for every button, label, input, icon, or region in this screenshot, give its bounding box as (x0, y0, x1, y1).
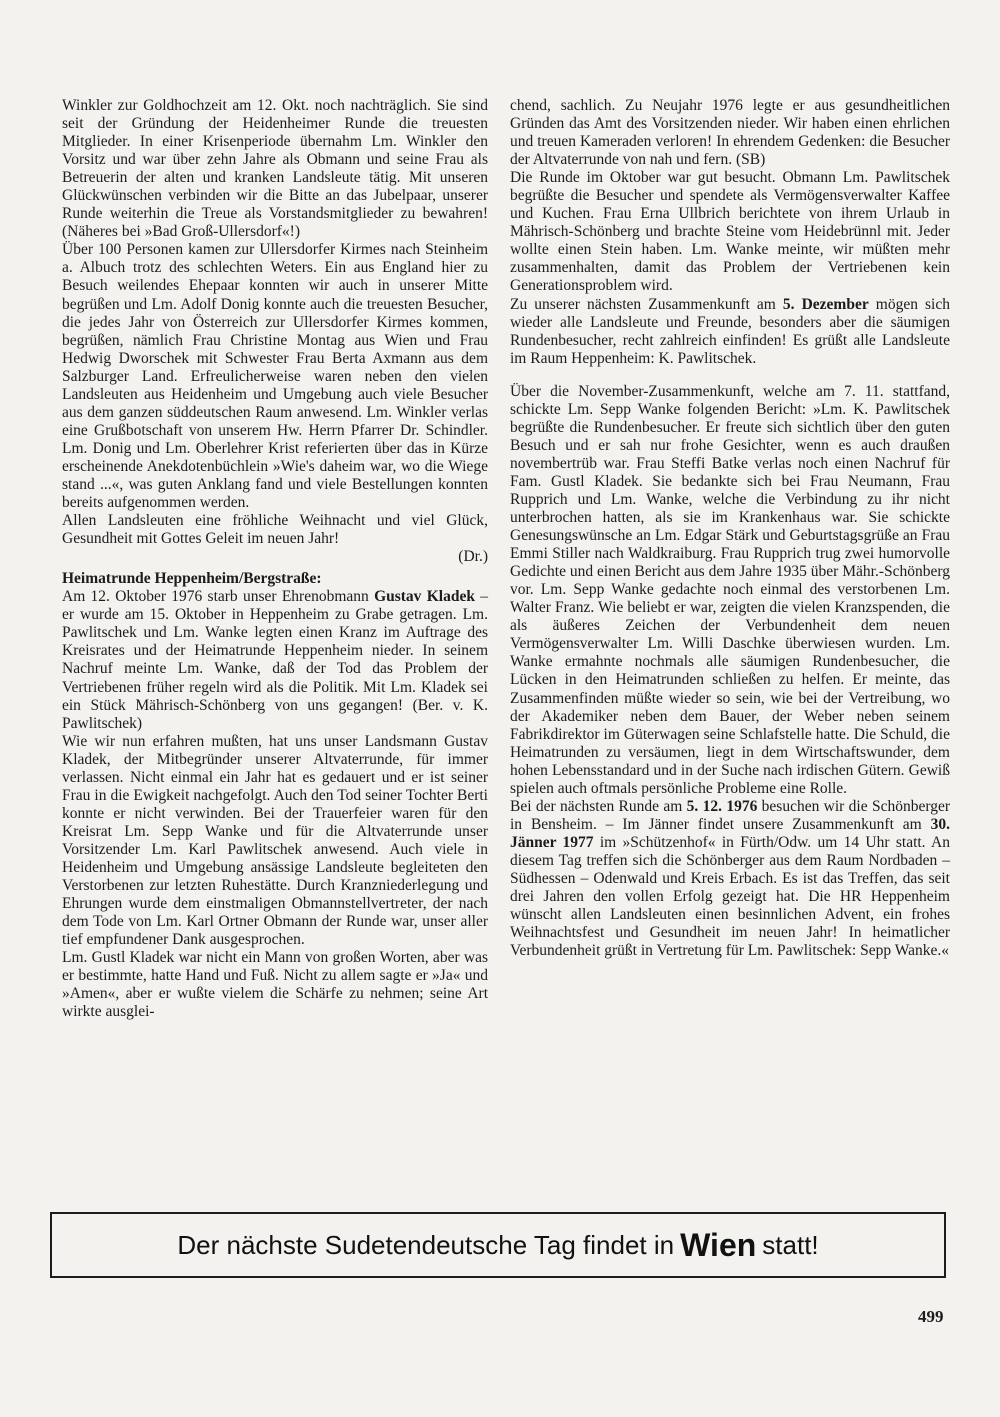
announcement-text: Der nächste Sudetendeutsche Tag findet in (177, 1229, 675, 1260)
announcement-highlight: Wien (680, 1226, 757, 1263)
paragraph-november-bericht: Über die November-Zusammenkunft, welche am 7. 11. stattfand, schickte Lm. Sepp Wanke folgenden Bericht: »Lm. K. Pawlitschek begrüßte die Rundenbesucher. Er freute sich sichtlich über den guten Besuch und er sah nur frohe Gesichter, wenn es auch draußen novembertrüb war. Frau Steffi Batke verlas noch einen Nachruf für Fam. Gustl Kladek. Sie bedankte sich bei Frau Neumann, Frau Rupprich und Lm. Wanke, welche die Verbindung zu ihr nicht unterbrochen hatten, als sie im Krankenhaus war. Sie schickte Genesungswünsche an Lm. Edgar Stärk und Geburtstagsgrüße an Frau Emmi Stiller nach Waldkraiburg. Frau Rupprich trug zwei humorvolle Gedichte und einen Bericht aus dem Jahre 1935 über Mähr.-Schönberg vor. Lm. Sepp Wanke gedachte noch einmal des verstorbenen Lm. Walter Franz. Wie beliebt er war, zeigten die vielen Kranzspenden, die als äußeres Zeichen der Verbundenheit dem neuen Vermögensverwalter Lm. Willi Daschke überwiesen wurden. Lm. Wanke ermahnte nochmals alle säumigen Rundenbesucher, die Lücken in den Heimatrunden schließen zu helfen. Er meinte, das Zusammenfinden müßte wieder so sein, wie bei der Vertreibung, wo der Akademiker neben dem Bauer, der Weber neben seinem Fabrikdirektor im Güterwagen seine Schlafstelle hatte. Die Schuld, die Heimatrunden zu versäumen, liegt in dem Wirtschaftswunder, dem hohen Lebensstandard und in der Suche nach irdischen Gütern. Gewiß spielen auch oftmals persönliche Probleme eine Rolle. (510, 382, 950, 797)
paragraph-weihnachtsgruss: Allen Landsleuten eine fröhliche Weihnacht und viel Glück, Gesundheit mit Gottes Geleit im neuen Jahr! (62, 512, 488, 548)
paragraph-naechste-zusammenkunft: Zu unserer nächsten Zusammenkunft am 5. Dezember mögen sich wieder alle Landsleute und Freunde, besonders aber die säumigen Rundenbesucher, recht zahlreich einfinden! Es grüßt alle Landsleute im Raum Heppenheim: K. Pawlitschek. (510, 295, 950, 367)
announcement-text-end: statt! (762, 1229, 819, 1260)
left-column (62, 97, 488, 1021)
date-bold: 5. 12. 1976 (686, 797, 758, 815)
date-bold: 5. Dezember (782, 295, 869, 313)
name-bold: Gustav Kladek (374, 588, 475, 606)
page-number: 499 (918, 1307, 944, 1326)
author-signature: (Dr.) (458, 548, 488, 566)
announcement-box (50, 1212, 946, 1278)
paragraph-kladek-tod: Wie wir nun erfahren mußten, hat uns unser Landsmann Gustav Kladek, der Mitbegründer unserer Altvaterrunde, für immer verlassen. Nicht einmal ein Jahr hat es gedauert und er ist seiner Frau in die Ewigkeit nachgefolgt. Auch den Tod seiner Tochter Berti konnte er nicht verwinden. Bei der Trauerfeier waren für den Kreisrat Lm. Sepp Wanke und für die Altvaterrunde unser Vorsitzender Lm. Karl Pawlitschek anwesend. Auch viele in Heidenheim und Umgebung ansässige Landsleute begleiteten den Verstorbenen zur letzten Ruhestätte. Durch Kranzniederlegung und Ehrungen wurde dem einstmaligen Obmannstellvertreter, der nach dem Tode von Lm. Karl Ortner Obmann der Runde war, unser aller tief empfundener Dank ausgesprochen. (62, 732, 488, 949)
paragraph-termine: Bei der nächsten Runde am 5. 12. 1976 besuchen wir die Schönberger in Bensheim. – Im Jänner findet unsere Zusammenkunft am 30. Jänner 1977 im »Schützenhof« in Fürth/Odw. um 14 Uhr statt. An diesem Tag treffen sich die Schönberger aus dem Raum Nordbaden – Südhessen – Odenwald und Kreis Erbach. Es ist das Treffen, das seit drei Jahren den vollen Erfolg gezeigt hat. Die HR Heppenheim wünscht allen Landsleuten einen besinnlichen Advent, ein frohes Weihnachtsfest und Gesundheit im neuen Jahr! In heimatlicher Verbundenheit grüßt in Vertretung für Lm. Pawlitschek: Sepp Wanke.« (510, 797, 951, 960)
paragraph-goldhochzeit: Winkler zur Goldhochzeit am 12. Okt. noch nachträglich. Sie sind seit der Gründung der Heidenheimer Runde die treuesten Mitglieder. In einer Krisenperiode übernahm Lm. Winkler den Vorsitz und war über zehn Jahre als Obmann und seine Frau als Betreuerin der alten und kranken Landsleute tätig. Mit unseren Glückwünschen verbinden wir die Bitte an das Jubelpaar, unserer Runde weiterhin die Treue als Vorstandsmitglieder zu bewahren! (Näheres bei »Bad Groß-Ullersdorf«!) (62, 97, 488, 241)
paragraph-oktober-runde: Die Runde im Oktober war gut besucht. Obmann Lm. Pawlitschek begrüßte die Besucher und spendete als Vermögensverwalter Kaffee und Kuchen. Frau Erna Ullbrich berichtete von ihrem Urlaub in Mährisch-Schönberg und brachte Steine vom Heidebrünnl mit. Jeder wollte einen Stein haben. Lm. Wanke meinte, wir müßten mehr zusammenhalten, damit das Problem der Vertriebenen kein Generationsproblem wird. (510, 169, 950, 295)
date-bold: 30. Jänner 1977 (510, 815, 950, 851)
section-heading-heppenheim: Heimatrunde Heppenheim/Bergstraße: (62, 570, 322, 588)
paragraph-nachruf: Am 12. Oktober 1976 starb unser Ehrenobmann Gustav Kladek – er wurde am 15. Oktober in Heppenheim zu Grabe getragen. Lm. Pawlitschek und Lm. Wanke legten einen Kranz im Auftrage des Kreisrates und der Heimatrunde Heppenheim nieder. In seinem Nachruf meinte Lm. Wanke, daß der Tod das Problem der Vertriebenen früher regeln wird als die Politik. Mit Lm. Kladek sei ein Stück Mährisch-Schönberg von uns gegangen! (Ber. v. K. Pawlitschek) (62, 588, 488, 732)
right-column (510, 97, 950, 960)
paragraph-kladek-wuerdigung: Lm. Gustl Kladek war nicht ein Mann von großen Worten, aber was er bestimmte, hatte Hand und Fuß. Nicht zu allem sagte er »Ja« und »Amen«, aber er wußte vielem die Schärfe zu nehmen; seine Art wirkte ausglei- (62, 949, 488, 1021)
paragraph-kladek-fortsetzung: chend, sachlich. Zu Neujahr 1976 legte er aus gesundheitlichen Gründen das Amt des Vorsitzenden nieder. Wir haben einen ehrlichen und treuen Kameraden verloren! In ehrendem Gedenken: die Besucher der Altvaterrunde von nah und fern. (SB) (510, 97, 950, 169)
paragraph-kirmes: Über 100 Personen kamen zur Ullersdorfer Kirmes nach Steinheim a. Albuch trotz des schlechten Weters. Ein aus England hier zu Besuch weilendes Ehepaar konnten wir auch in unserer Mitte begrüßen und Lm. Adolf Donig konnte auch die treuesten Besucher, die jedes Jahr von Österreich zur Ullersdorfer Kirmes kommen, begrüßen, nämlich Frau Christine Montag aus Wien und Frau Hedwig Dworschek mit Schwester Frau Berta Axmann aus dem Salzburger Land. Erfreulicherweise waren neben den vielen Landsleuten aus Heidenheim und Umgebung auch viele Besucher aus dem ganzen süddeutschen Raum anwesend. Lm. Winkler verlas eine Grußbotschaft von unserem Hw. Herrn Pfarrer Dr. Schindler. Lm. Donig und Lm. Oberlehrer Krist referierten über das in Kürze erscheinende Anekdotenbüchlein »Wie's daheim war, wo die Wiege stand ...«, was guten Anklang fand und viele Bestellungen konnten bereits aufgenommen werden. (62, 241, 488, 512)
